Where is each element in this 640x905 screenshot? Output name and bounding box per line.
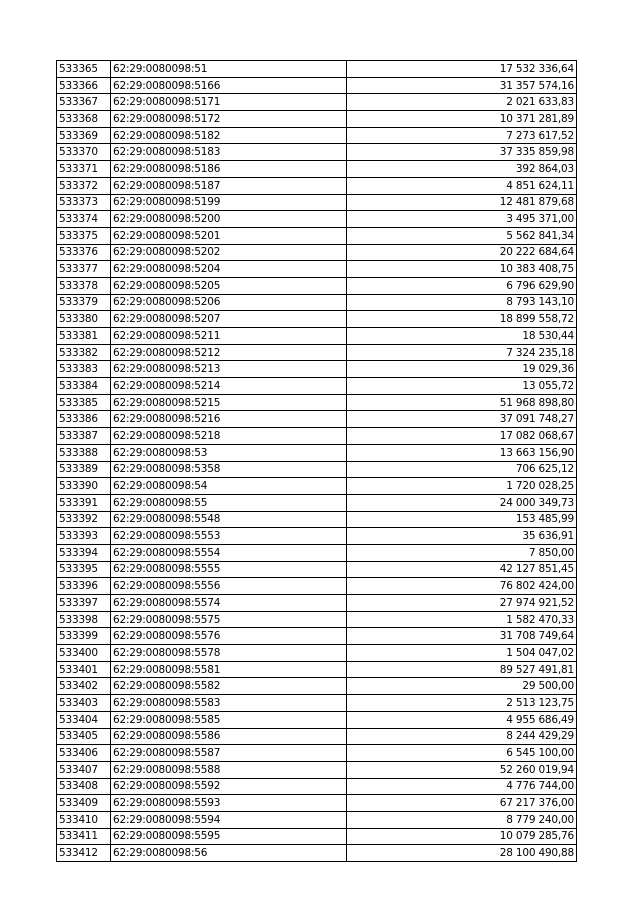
- cadastral-number-cell: 62:29:0080098:5211: [111, 328, 347, 345]
- cadastral-number-cell: 62:29:0080098:5201: [111, 227, 347, 244]
- table-row: [57, 444, 577, 461]
- cadastral-value-cell: 37 091 748,27: [347, 411, 577, 428]
- cadastral-value-cell: 89 527 491,81: [347, 661, 577, 678]
- table-row: [57, 645, 577, 662]
- cadastral-number-cell: 62:29:0080098:5166: [111, 77, 347, 94]
- cadastral-number-cell: 62:29:0080098:5555: [111, 561, 347, 578]
- cadastral-value-cell: 4 776 744,00: [347, 778, 577, 795]
- cadastral-number-cell: 62:29:0080098:5206: [111, 294, 347, 311]
- table-row: [57, 194, 577, 211]
- cadastral-value-cell: 10 371 281,89: [347, 111, 577, 128]
- table-row: [57, 628, 577, 645]
- table-row: [57, 61, 577, 78]
- cadastral-number-cell: 62:29:0080098:5556: [111, 578, 347, 595]
- table-row: [57, 611, 577, 628]
- cadastral-number-cell: 62:29:0080098:5187: [111, 177, 347, 194]
- row-number-cell: 533405: [57, 728, 111, 745]
- cadastral-value-cell: 67 217 376,00: [347, 795, 577, 812]
- cadastral-number-cell: 62:29:0080098:5574: [111, 595, 347, 612]
- cadastral-value-cell: 4 955 686,49: [347, 711, 577, 728]
- cadastral-value-cell: 1 504 047,02: [347, 645, 577, 662]
- cadastral-number-cell: 62:29:0080098:5548: [111, 511, 347, 528]
- cadastral-value-cell: 2 021 633,83: [347, 94, 577, 111]
- row-number-cell: 533374: [57, 211, 111, 228]
- cadastral-number-cell: 62:29:0080098:5172: [111, 111, 347, 128]
- cadastral-number-cell: 62:29:0080098:53: [111, 444, 347, 461]
- row-number-cell: 533396: [57, 578, 111, 595]
- cadastral-value-cell: 35 636,91: [347, 528, 577, 545]
- cadastral-number-cell: 62:29:0080098:5588: [111, 761, 347, 778]
- cadastral-number-cell: 62:29:0080098:5554: [111, 544, 347, 561]
- table-row: [57, 578, 577, 595]
- row-number-cell: 533389: [57, 461, 111, 478]
- cadastral-value-cell: 17 532 336,64: [347, 61, 577, 78]
- table-row: [57, 561, 577, 578]
- table-row: [57, 661, 577, 678]
- table-row: [57, 494, 577, 511]
- row-number-cell: 533403: [57, 695, 111, 712]
- cadastral-value-cell: 31 708 749,64: [347, 628, 577, 645]
- row-number-cell: 533380: [57, 311, 111, 328]
- cadastral-number-cell: 62:29:0080098:5186: [111, 161, 347, 178]
- cadastral-number-cell: 62:29:0080098:5583: [111, 695, 347, 712]
- table-row: [57, 761, 577, 778]
- table-row: [57, 778, 577, 795]
- row-number-cell: 533410: [57, 811, 111, 828]
- table-row: [57, 277, 577, 294]
- row-number-cell: 533404: [57, 711, 111, 728]
- table-row: [57, 227, 577, 244]
- table-row: [57, 528, 577, 545]
- cadastral-value-cell: 7 850,00: [347, 544, 577, 561]
- cadastral-number-cell: 62:29:0080098:5553: [111, 528, 347, 545]
- cadastral-value-cell: 153 485,99: [347, 511, 577, 528]
- row-number-cell: 533375: [57, 227, 111, 244]
- table-row: [57, 177, 577, 194]
- row-number-cell: 533381: [57, 328, 111, 345]
- row-number-cell: 533388: [57, 444, 111, 461]
- table-row: [57, 361, 577, 378]
- row-number-cell: 533368: [57, 111, 111, 128]
- cadastral-number-cell: 62:29:0080098:5214: [111, 378, 347, 395]
- table-row: [57, 461, 577, 478]
- cadastral-number-cell: 62:29:0080098:5212: [111, 344, 347, 361]
- cadastral-number-cell: 62:29:0080098:5593: [111, 795, 347, 812]
- cadastral-value-cell: 24 000 349,73: [347, 494, 577, 511]
- cadastral-value-cell: 13 055,72: [347, 378, 577, 395]
- row-number-cell: 533391: [57, 494, 111, 511]
- row-number-cell: 533390: [57, 478, 111, 495]
- table-row: [57, 378, 577, 395]
- table-row: [57, 595, 577, 612]
- row-number-cell: 533408: [57, 778, 111, 795]
- cadastral-value-cell: 13 663 156,90: [347, 444, 577, 461]
- row-number-cell: 533376: [57, 244, 111, 261]
- cadastral-value-cell: 19 029,36: [347, 361, 577, 378]
- table-row: [57, 311, 577, 328]
- cadastral-value-cell: 4 851 624,11: [347, 177, 577, 194]
- row-number-cell: 533387: [57, 428, 111, 445]
- cadastral-value-cell: 20 222 684,64: [347, 244, 577, 261]
- cadastral-number-cell: 62:29:0080098:5576: [111, 628, 347, 645]
- cadastral-number-cell: 62:29:0080098:5204: [111, 261, 347, 278]
- row-number-cell: 533371: [57, 161, 111, 178]
- row-number-cell: 533398: [57, 611, 111, 628]
- row-number-cell: 533372: [57, 177, 111, 194]
- cadastral-value-cell: 392 864,03: [347, 161, 577, 178]
- cadastral-value-cell: 6 796 629,90: [347, 277, 577, 294]
- cadastral-value-table: [56, 60, 577, 862]
- row-number-cell: 533384: [57, 378, 111, 395]
- row-number-cell: 533367: [57, 94, 111, 111]
- cadastral-number-cell: 62:29:0080098:5578: [111, 645, 347, 662]
- cadastral-value-cell: 7 273 617,52: [347, 127, 577, 144]
- row-number-cell: 533412: [57, 845, 111, 862]
- table-row: [57, 795, 577, 812]
- row-number-cell: 533406: [57, 745, 111, 762]
- row-number-cell: 533409: [57, 795, 111, 812]
- table-row: [57, 745, 577, 762]
- table-row: [57, 828, 577, 845]
- table-row: [57, 428, 577, 445]
- cadastral-value-cell: 8 779 240,00: [347, 811, 577, 828]
- cadastral-value-cell: 706 625,12: [347, 461, 577, 478]
- row-number-cell: 533365: [57, 61, 111, 78]
- cadastral-value-cell: 28 100 490,88: [347, 845, 577, 862]
- cadastral-number-cell: 62:29:0080098:5205: [111, 277, 347, 294]
- table-row: [57, 261, 577, 278]
- table-row: [57, 161, 577, 178]
- cadastral-value-cell: 5 562 841,34: [347, 227, 577, 244]
- table-row: [57, 845, 577, 862]
- cadastral-number-cell: 62:29:0080098:5207: [111, 311, 347, 328]
- row-number-cell: 533411: [57, 828, 111, 845]
- cadastral-value-cell: 10 383 408,75: [347, 261, 577, 278]
- row-number-cell: 533379: [57, 294, 111, 311]
- row-number-cell: 533370: [57, 144, 111, 161]
- cadastral-value-cell: 52 260 019,94: [347, 761, 577, 778]
- cadastral-number-cell: 62:29:0080098:5171: [111, 94, 347, 111]
- cadastral-value-cell: 7 324 235,18: [347, 344, 577, 361]
- cadastral-number-cell: 62:29:0080098:5216: [111, 411, 347, 428]
- cadastral-number-cell: 62:29:0080098:51: [111, 61, 347, 78]
- cadastral-number-cell: 62:29:0080098:5595: [111, 828, 347, 845]
- table-row: [57, 328, 577, 345]
- row-number-cell: 533407: [57, 761, 111, 778]
- cadastral-value-cell: 12 481 879,68: [347, 194, 577, 211]
- table-row: [57, 678, 577, 695]
- row-number-cell: 533378: [57, 277, 111, 294]
- table-body: [57, 61, 577, 862]
- row-number-cell: 533400: [57, 645, 111, 662]
- row-number-cell: 533401: [57, 661, 111, 678]
- row-number-cell: 533382: [57, 344, 111, 361]
- row-number-cell: 533393: [57, 528, 111, 545]
- table-row: [57, 127, 577, 144]
- cadastral-value-cell: 2 513 123,75: [347, 695, 577, 712]
- cadastral-value-cell: 1 582 470,33: [347, 611, 577, 628]
- cadastral-number-cell: 62:29:0080098:5182: [111, 127, 347, 144]
- table-row: [57, 511, 577, 528]
- cadastral-number-cell: 62:29:0080098:5587: [111, 745, 347, 762]
- cadastral-number-cell: 62:29:0080098:5594: [111, 811, 347, 828]
- table-row: [57, 728, 577, 745]
- row-number-cell: 533395: [57, 561, 111, 578]
- cadastral-number-cell: 62:29:0080098:5199: [111, 194, 347, 211]
- table-row: [57, 478, 577, 495]
- row-number-cell: 533369: [57, 127, 111, 144]
- table-row: [57, 244, 577, 261]
- table-row: [57, 695, 577, 712]
- row-number-cell: 533392: [57, 511, 111, 528]
- table-row: [57, 344, 577, 361]
- row-number-cell: 533386: [57, 411, 111, 428]
- cadastral-value-cell: 17 082 068,67: [347, 428, 577, 445]
- row-number-cell: 533399: [57, 628, 111, 645]
- row-number-cell: 533402: [57, 678, 111, 695]
- cadastral-value-cell: 76 802 424,00: [347, 578, 577, 595]
- cadastral-value-cell: 1 720 028,25: [347, 478, 577, 495]
- cadastral-value-cell: 51 968 898,80: [347, 394, 577, 411]
- row-number-cell: 533385: [57, 394, 111, 411]
- table-row: [57, 111, 577, 128]
- cadastral-value-cell: 3 495 371,00: [347, 211, 577, 228]
- table-row: [57, 294, 577, 311]
- row-number-cell: 533397: [57, 595, 111, 612]
- cadastral-number-cell: 62:29:0080098:54: [111, 478, 347, 495]
- cadastral-number-cell: 62:29:0080098:5582: [111, 678, 347, 695]
- cadastral-value-cell: 8 793 143,10: [347, 294, 577, 311]
- cadastral-value-cell: 42 127 851,45: [347, 561, 577, 578]
- row-number-cell: 533383: [57, 361, 111, 378]
- table-row: [57, 811, 577, 828]
- cadastral-number-cell: 62:29:0080098:5183: [111, 144, 347, 161]
- cadastral-number-cell: 62:29:0080098:5592: [111, 778, 347, 795]
- cadastral-number-cell: 62:29:0080098:55: [111, 494, 347, 511]
- table-row: [57, 211, 577, 228]
- cadastral-number-cell: 62:29:0080098:5215: [111, 394, 347, 411]
- cadastral-number-cell: 62:29:0080098:5586: [111, 728, 347, 745]
- cadastral-number-cell: 62:29:0080098:5218: [111, 428, 347, 445]
- cadastral-number-cell: 62:29:0080098:5358: [111, 461, 347, 478]
- table-row: [57, 544, 577, 561]
- cadastral-value-cell: 37 335 859,98: [347, 144, 577, 161]
- cadastral-value-cell: 27 974 921,52: [347, 595, 577, 612]
- cadastral-number-cell: 62:29:0080098:5200: [111, 211, 347, 228]
- row-number-cell: 533373: [57, 194, 111, 211]
- table-row: [57, 144, 577, 161]
- cadastral-value-cell: 10 079 285,76: [347, 828, 577, 845]
- table-row: [57, 77, 577, 94]
- cadastral-number-cell: 62:29:0080098:5202: [111, 244, 347, 261]
- cadastral-value-cell: 18 530,44: [347, 328, 577, 345]
- cadastral-number-cell: 62:29:0080098:5213: [111, 361, 347, 378]
- cadastral-value-cell: 8 244 429,29: [347, 728, 577, 745]
- row-number-cell: 533394: [57, 544, 111, 561]
- cadastral-value-cell: 29 500,00: [347, 678, 577, 695]
- cadastral-value-cell: 31 357 574,16: [347, 77, 577, 94]
- cadastral-number-cell: 62:29:0080098:5585: [111, 711, 347, 728]
- cadastral-number-cell: 62:29:0080098:56: [111, 845, 347, 862]
- cadastral-number-cell: 62:29:0080098:5581: [111, 661, 347, 678]
- table-row: [57, 394, 577, 411]
- table-row: [57, 411, 577, 428]
- table-row: [57, 711, 577, 728]
- cadastral-value-cell: 6 545 100,00: [347, 745, 577, 762]
- table-row: [57, 94, 577, 111]
- row-number-cell: 533366: [57, 77, 111, 94]
- cadastral-number-cell: 62:29:0080098:5575: [111, 611, 347, 628]
- cadastral-value-cell: 18 899 558,72: [347, 311, 577, 328]
- row-number-cell: 533377: [57, 261, 111, 278]
